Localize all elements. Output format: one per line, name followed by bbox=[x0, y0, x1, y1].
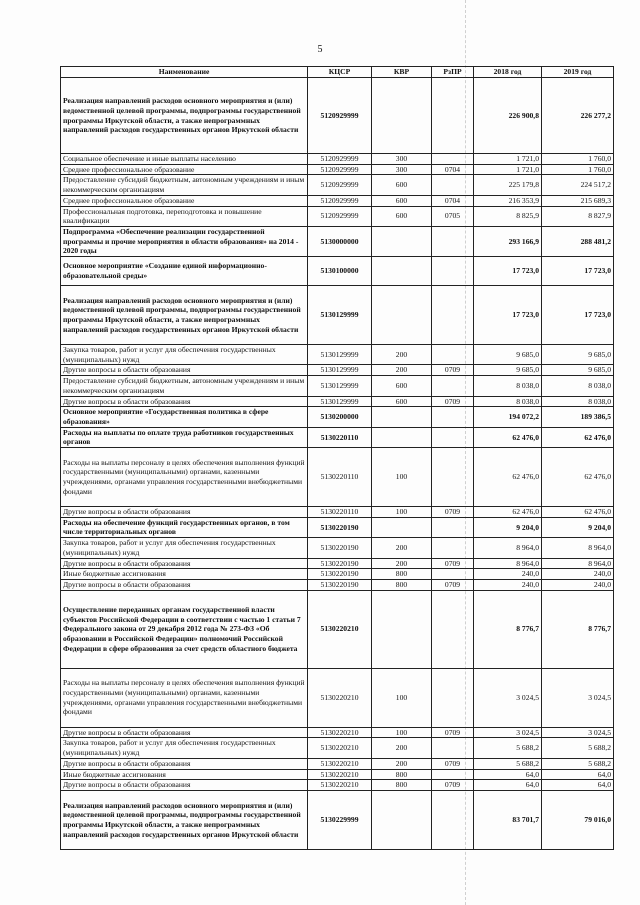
cell-year-2018: 9 685,0 bbox=[474, 365, 542, 376]
cell-kvr: 600 bbox=[372, 206, 432, 226]
cell-rzpr: 0709 bbox=[432, 558, 474, 569]
cell-kcsr: 5130220210 bbox=[308, 727, 372, 738]
cell-rzpr bbox=[432, 668, 474, 727]
cell-year-2019: 62 476,0 bbox=[542, 448, 614, 507]
table-row bbox=[61, 257, 614, 286]
cell-rzpr: 0709 bbox=[432, 727, 474, 738]
cell-year-2018: 17 723,0 bbox=[474, 286, 542, 345]
table-row bbox=[61, 286, 614, 345]
cell-name: Профессиональная подготовка, переподготовка и повышение квалификации bbox=[61, 206, 308, 226]
cell-year-2018: 194 072,2 bbox=[474, 407, 542, 427]
cell-rzpr bbox=[432, 407, 474, 427]
table-row bbox=[61, 206, 614, 226]
cell-year-2019: 3 024,5 bbox=[542, 727, 614, 738]
table-row bbox=[61, 579, 614, 590]
cell-year-2018: 62 476,0 bbox=[474, 507, 542, 518]
cell-year-2018: 64,0 bbox=[474, 780, 542, 791]
cell-year-2019: 9 685,0 bbox=[542, 365, 614, 376]
cell-year-2018: 8 825,9 bbox=[474, 206, 542, 226]
header-kcsr: КЦСР bbox=[308, 67, 372, 78]
cell-year-2018: 293 166,9 bbox=[474, 226, 542, 256]
cell-year-2019: 1 760,0 bbox=[542, 164, 614, 175]
cell-kcsr: 5130129999 bbox=[308, 286, 372, 345]
cell-kvr bbox=[372, 407, 432, 427]
cell-name: Другие вопросы в области образования bbox=[61, 758, 308, 769]
cell-year-2019: 224 517,2 bbox=[542, 175, 614, 195]
cell-kvr bbox=[372, 226, 432, 256]
cell-kvr: 100 bbox=[372, 727, 432, 738]
cell-name: Предоставление субсидий бюджетным, автономным учреждениям и иным некоммерческим организациям bbox=[61, 376, 308, 396]
cell-kvr: 800 bbox=[372, 579, 432, 590]
cell-year-2018: 5 688,2 bbox=[474, 758, 542, 769]
table-row bbox=[61, 558, 614, 569]
cell-rzpr: 0709 bbox=[432, 507, 474, 518]
cell-rzpr bbox=[432, 590, 474, 668]
budget-table bbox=[60, 66, 614, 850]
header-rzpr: РзПР bbox=[432, 67, 474, 78]
cell-year-2019: 9 685,0 bbox=[542, 345, 614, 365]
cell-name: Другие вопросы в области образования bbox=[61, 727, 308, 738]
cell-year-2019: 79 016,0 bbox=[542, 790, 614, 849]
cell-kvr: 600 bbox=[372, 396, 432, 407]
cell-year-2019: 5 688,2 bbox=[542, 758, 614, 769]
cell-name: Другие вопросы в области образования bbox=[61, 780, 308, 791]
table-row bbox=[61, 780, 614, 791]
cell-year-2018: 62 476,0 bbox=[474, 427, 542, 447]
cell-kcsr: 5120929999 bbox=[308, 195, 372, 206]
cell-kvr: 800 bbox=[372, 780, 432, 791]
cell-name: Другие вопросы в области образования bbox=[61, 579, 308, 590]
cell-year-2018: 225 179,8 bbox=[474, 175, 542, 195]
cell-year-2018: 8 038,0 bbox=[474, 376, 542, 396]
cell-kcsr: 5130129999 bbox=[308, 365, 372, 376]
cell-rzpr bbox=[432, 769, 474, 780]
cell-kvr: 100 bbox=[372, 448, 432, 507]
cell-rzpr: 0709 bbox=[432, 579, 474, 590]
table-row bbox=[61, 727, 614, 738]
cell-kcsr: 5130220110 bbox=[308, 507, 372, 518]
cell-kcsr: 5130220110 bbox=[308, 448, 372, 507]
cell-year-2018: 83 701,7 bbox=[474, 790, 542, 849]
cell-rzpr bbox=[432, 78, 474, 154]
page-number: 5 bbox=[317, 44, 323, 55]
table-row bbox=[61, 376, 614, 396]
table-row bbox=[61, 668, 614, 727]
cell-kcsr: 5130129999 bbox=[308, 345, 372, 365]
cell-year-2018: 17 723,0 bbox=[474, 257, 542, 286]
cell-kcsr: 5130220190 bbox=[308, 579, 372, 590]
cell-kcsr: 5130220210 bbox=[308, 780, 372, 791]
cell-year-2018: 216 353,9 bbox=[474, 195, 542, 206]
cell-rzpr: 0709 bbox=[432, 758, 474, 769]
cell-name: Расходы на обеспечение функций государственных органов, в том числе территориальных органов bbox=[61, 517, 308, 537]
cell-year-2019: 17 723,0 bbox=[542, 257, 614, 286]
cell-name: Социальное обеспечение и иные выплаты населению bbox=[61, 154, 308, 165]
cell-year-2019: 8 964,0 bbox=[542, 538, 614, 558]
cell-year-2018: 64,0 bbox=[474, 769, 542, 780]
table-row bbox=[61, 517, 614, 537]
table-row bbox=[61, 154, 614, 165]
cell-name: Подпрограмма «Обеспечение реализации государственной программы и прочие мероприятия в области образования» на 2014 - 2020 годы bbox=[61, 226, 308, 256]
cell-kcsr: 5130220110 bbox=[308, 427, 372, 447]
cell-year-2018: 3 024,5 bbox=[474, 727, 542, 738]
cell-name: Другие вопросы в области образования bbox=[61, 396, 308, 407]
table-row bbox=[61, 175, 614, 195]
header-year-2018: 2018 год bbox=[474, 67, 542, 78]
cell-kcsr: 5130000000 bbox=[308, 226, 372, 256]
cell-rzpr bbox=[432, 427, 474, 447]
cell-kcsr: 5130220210 bbox=[308, 758, 372, 769]
cell-rzpr bbox=[432, 376, 474, 396]
header-name: Наименование bbox=[61, 67, 308, 78]
cell-rzpr bbox=[432, 448, 474, 507]
cell-year-2019: 8 776,7 bbox=[542, 590, 614, 668]
cell-kcsr: 5130129999 bbox=[308, 376, 372, 396]
cell-kcsr: 5130220190 bbox=[308, 558, 372, 569]
cell-kcsr: 5130200000 bbox=[308, 407, 372, 427]
cell-kcsr: 5130220210 bbox=[308, 590, 372, 668]
cell-rzpr: 0709 bbox=[432, 365, 474, 376]
cell-name: Расходы на выплаты по оплате труда работников государственных органов bbox=[61, 427, 308, 447]
cell-name: Реализация направлений расходов основного мероприятия и (или) ведомственной целевой программы, подпрограммы государственной программы Иркутской области, а также непрограммных направлений расходов государственных органов Иркутской области bbox=[61, 78, 308, 154]
cell-kvr: 100 bbox=[372, 668, 432, 727]
cell-year-2019: 8 038,0 bbox=[542, 376, 614, 396]
cell-kvr bbox=[372, 427, 432, 447]
cell-kcsr: 5120929999 bbox=[308, 164, 372, 175]
cell-kcsr: 5120929999 bbox=[308, 175, 372, 195]
cell-year-2018: 240,0 bbox=[474, 579, 542, 590]
cell-rzpr bbox=[432, 286, 474, 345]
cell-name: Иные бюджетные ассигнования bbox=[61, 569, 308, 580]
cell-year-2018: 9 204,0 bbox=[474, 517, 542, 537]
cell-kcsr: 5120929999 bbox=[308, 78, 372, 154]
cell-name: Основное мероприятие «Государственная политика в сфере образования» bbox=[61, 407, 308, 427]
header-kvr: КВР bbox=[372, 67, 432, 78]
cell-kvr: 600 bbox=[372, 195, 432, 206]
table-header-row bbox=[61, 67, 614, 78]
cell-kvr: 200 bbox=[372, 738, 432, 758]
cell-name: Закупка товаров, работ и услуг для обеспечения государственных (муниципальных) нужд bbox=[61, 538, 308, 558]
cell-year-2018: 8 776,7 bbox=[474, 590, 542, 668]
cell-kcsr: 5120929999 bbox=[308, 206, 372, 226]
table-row bbox=[61, 427, 614, 447]
cell-year-2018: 8 964,0 bbox=[474, 538, 542, 558]
cell-year-2019: 3 024,5 bbox=[542, 668, 614, 727]
cell-name: Закупка товаров, работ и услуг для обеспечения государственных (муниципальных) нужд bbox=[61, 738, 308, 758]
cell-kvr: 200 bbox=[372, 365, 432, 376]
cell-kvr bbox=[372, 517, 432, 537]
cell-year-2019: 5 688,2 bbox=[542, 738, 614, 758]
cell-name: Другие вопросы в области образования bbox=[61, 507, 308, 518]
cell-kcsr: 5130220210 bbox=[308, 738, 372, 758]
cell-rzpr bbox=[432, 538, 474, 558]
cell-name: Предоставление субсидий бюджетным, автономным учреждениям и иным некоммерческим организациям bbox=[61, 175, 308, 195]
cell-name: Другие вопросы в области образования bbox=[61, 365, 308, 376]
cell-year-2019: 62 476,0 bbox=[542, 427, 614, 447]
cell-name: Расходы на выплаты персоналу в целях обеспечения выполнения функций государственными (муниципальными) органами, казенными учреждениями, органами управления государственными внебюджетными фондами bbox=[61, 448, 308, 507]
table-row bbox=[61, 538, 614, 558]
cell-rzpr bbox=[432, 154, 474, 165]
cell-year-2018: 5 688,2 bbox=[474, 738, 542, 758]
cell-year-2019: 226 277,2 bbox=[542, 78, 614, 154]
table-body bbox=[61, 78, 614, 850]
cell-kcsr: 5130229999 bbox=[308, 790, 372, 849]
header-year-2019: 2019 год bbox=[542, 67, 614, 78]
table-row bbox=[61, 226, 614, 256]
cell-kvr: 600 bbox=[372, 376, 432, 396]
cell-year-2019: 215 689,3 bbox=[542, 195, 614, 206]
cell-kcsr: 5130129999 bbox=[308, 396, 372, 407]
cell-year-2019: 1 760,0 bbox=[542, 154, 614, 165]
cell-rzpr bbox=[432, 738, 474, 758]
cell-rzpr bbox=[432, 175, 474, 195]
cell-year-2019: 9 204,0 bbox=[542, 517, 614, 537]
cell-kcsr: 5130220210 bbox=[308, 668, 372, 727]
cell-rzpr: 0709 bbox=[432, 780, 474, 791]
cell-rzpr bbox=[432, 226, 474, 256]
cell-year-2019: 8 964,0 bbox=[542, 558, 614, 569]
cell-kvr bbox=[372, 78, 432, 154]
cell-kvr: 200 bbox=[372, 538, 432, 558]
cell-kcsr: 5130220190 bbox=[308, 517, 372, 537]
cell-kvr: 600 bbox=[372, 175, 432, 195]
cell-rzpr bbox=[432, 345, 474, 365]
cell-kvr bbox=[372, 590, 432, 668]
cell-year-2019: 189 386,5 bbox=[542, 407, 614, 427]
cell-year-2019: 240,0 bbox=[542, 579, 614, 590]
table-row bbox=[61, 448, 614, 507]
cell-year-2018: 1 721,0 bbox=[474, 164, 542, 175]
cell-rzpr bbox=[432, 569, 474, 580]
cell-rzpr: 0709 bbox=[432, 396, 474, 407]
cell-name: Основное мероприятие «Создание единой информационно-образовательной среды» bbox=[61, 257, 308, 286]
table-row bbox=[61, 590, 614, 668]
cell-kvr: 200 bbox=[372, 558, 432, 569]
cell-kvr: 800 bbox=[372, 769, 432, 780]
table-row bbox=[61, 345, 614, 365]
cell-name: Среднее профессиональное образование bbox=[61, 195, 308, 206]
cell-year-2018: 62 476,0 bbox=[474, 448, 542, 507]
cell-name: Реализация направлений расходов основного мероприятия и (или) ведомственной целевой программы, подпрограммы государственной программы Иркутской области, а также непрограммных направлений расходов государственных органов Иркутской области bbox=[61, 790, 308, 849]
cell-year-2019: 64,0 bbox=[542, 780, 614, 791]
cell-kcsr: 5130100000 bbox=[308, 257, 372, 286]
cell-year-2018: 3 024,5 bbox=[474, 668, 542, 727]
cell-rzpr bbox=[432, 517, 474, 537]
table-row bbox=[61, 365, 614, 376]
cell-year-2018: 226 900,8 bbox=[474, 78, 542, 154]
cell-rzpr bbox=[432, 790, 474, 849]
cell-kcsr: 5120929999 bbox=[308, 154, 372, 165]
cell-year-2018: 1 721,0 bbox=[474, 154, 542, 165]
cell-year-2018: 240,0 bbox=[474, 569, 542, 580]
cell-year-2019: 288 481,2 bbox=[542, 226, 614, 256]
table-row bbox=[61, 758, 614, 769]
cell-year-2019: 64,0 bbox=[542, 769, 614, 780]
cell-name: Закупка товаров, работ и услуг для обеспечения государственных (муниципальных) нужд bbox=[61, 345, 308, 365]
cell-name: Расходы на выплаты персоналу в целях обеспечения выполнения функций государственными (муниципальными) органами, казенными учреждениями, органами управления государственными внебюджетными фондами bbox=[61, 668, 308, 727]
cell-name: Иные бюджетные ассигнования bbox=[61, 769, 308, 780]
cell-kvr bbox=[372, 790, 432, 849]
cell-year-2018: 8 038,0 bbox=[474, 396, 542, 407]
cell-name: Осуществление переданных органам государственной власти субъектов Российской Федерации в соответствии с частью 1 статьи 7 Федерального закона от 29 декабря 2012 года № 273-ФЗ «Об образовании в Российской Федерации» полномочий Российской Федерации в сфере образования за счет средств областного бюджета bbox=[61, 590, 308, 668]
cell-kvr bbox=[372, 286, 432, 345]
table-row bbox=[61, 78, 614, 154]
table-row bbox=[61, 507, 614, 518]
cell-kvr: 300 bbox=[372, 164, 432, 175]
cell-rzpr: 0705 bbox=[432, 206, 474, 226]
table-row bbox=[61, 569, 614, 580]
cell-year-2019: 8 038,0 bbox=[542, 396, 614, 407]
cell-name: Другие вопросы в области образования bbox=[61, 558, 308, 569]
table-row bbox=[61, 195, 614, 206]
cell-kvr: 200 bbox=[372, 345, 432, 365]
cell-kcsr: 5130220210 bbox=[308, 769, 372, 780]
cell-name: Среднее профессиональное образование bbox=[61, 164, 308, 175]
cell-year-2018: 8 964,0 bbox=[474, 558, 542, 569]
table-row bbox=[61, 769, 614, 780]
cell-rzpr: 0704 bbox=[432, 195, 474, 206]
table-row bbox=[61, 790, 614, 849]
cell-year-2019: 17 723,0 bbox=[542, 286, 614, 345]
cell-year-2018: 9 685,0 bbox=[474, 345, 542, 365]
cell-year-2019: 240,0 bbox=[542, 569, 614, 580]
table-row bbox=[61, 738, 614, 758]
cell-kvr: 200 bbox=[372, 758, 432, 769]
cell-kcsr: 5130220190 bbox=[308, 538, 372, 558]
cell-year-2019: 8 827,9 bbox=[542, 206, 614, 226]
cell-kvr bbox=[372, 257, 432, 286]
table-row bbox=[61, 164, 614, 175]
table-row bbox=[61, 396, 614, 407]
cell-rzpr bbox=[432, 257, 474, 286]
cell-year-2019: 62 476,0 bbox=[542, 507, 614, 518]
cell-kcsr: 5130220190 bbox=[308, 569, 372, 580]
cell-kvr: 100 bbox=[372, 507, 432, 518]
cell-kvr: 300 bbox=[372, 154, 432, 165]
cell-rzpr: 0704 bbox=[432, 164, 474, 175]
cell-kvr: 800 bbox=[372, 569, 432, 580]
table-row bbox=[61, 407, 614, 427]
cell-name: Реализация направлений расходов основного мероприятия и (или) ведомственной целевой программы, подпрограммы государственной программы Иркутской области, а также непрограммных направлений расходов государственных органов Иркутской области bbox=[61, 286, 308, 345]
